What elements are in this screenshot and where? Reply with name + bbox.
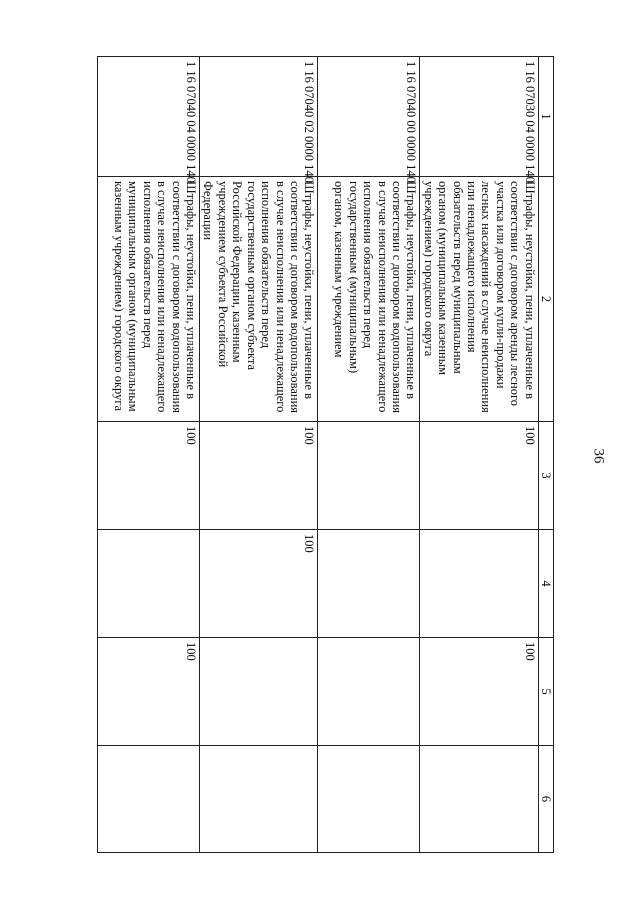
column-header-5: 5 [538, 638, 553, 746]
column-6-cell [98, 746, 200, 853]
description-cell: Штрафы, неустойки, пени, уплаченные в соответствии с договором водопользования в случае неисполнения или ненадлежащего исполнения обязательств перед муниципальным органом (муниципальным казенным учреждением) городского округа [98, 177, 200, 422]
column-4-cell [98, 530, 200, 638]
description-cell: Штрафы, неустойки, пени, уплаченные в соответствии с договором водопользования в случае неисполнения или ненадлежащего исполнения обязательств перед государственным (муниципальным) органом, казенным учреждением [318, 177, 420, 422]
column-header-6: 6 [538, 746, 553, 853]
description-cell: Штрафы, неустойки, пени, уплаченные в соответствии с договором водопользования в случае неисполнения или ненадлежащего исполнения обязательств перед государственным органом субъекта Российской Федерации, казенным учреждением субъекта Российской Федерации [200, 177, 318, 422]
column-3-cell: 100 [98, 422, 200, 530]
column-3-cell: 100 [420, 422, 538, 530]
column-6-cell [200, 746, 318, 853]
column-5-cell [318, 638, 420, 746]
column-4-cell [420, 530, 538, 638]
column-6-cell [420, 746, 538, 853]
header-row [538, 57, 553, 853]
table-container [112, 56, 554, 852]
table-row [98, 57, 200, 853]
budget-code-cell: 1 16 07040 02 0000 140 [200, 57, 318, 177]
table-row [318, 57, 420, 853]
budget-table [97, 56, 554, 853]
budget-code-cell: 1 16 07040 00 0000 140 [318, 57, 420, 177]
column-4-cell [318, 530, 420, 638]
description-cell: Штрафы, неустойки, пени, уплаченные в соответствии с договором аренды лесного участка или договором купли-продажи лесных насаждений в случае неисполнения или ненадлежащего исполнения обязательств перед муниципальным органом (муниципальным казенным учреждением) городского округа [420, 177, 538, 422]
table-row [420, 57, 538, 853]
column-4-cell: 100 [200, 530, 318, 638]
column-3-cell: 100 [200, 422, 318, 530]
budget-code-cell: 1 16 07040 04 0000 140 [98, 57, 200, 177]
column-header-1: 1 [538, 57, 553, 177]
budget-code-cell: 1 16 07030 04 0000 140 [420, 57, 538, 177]
column-header-4: 4 [538, 530, 553, 638]
page-number: 36 [590, 448, 607, 464]
column-header-2: 2 [538, 177, 553, 422]
table-row [200, 57, 318, 853]
column-5-cell: 100 [98, 638, 200, 746]
column-5-cell: 100 [420, 638, 538, 746]
column-3-cell [318, 422, 420, 530]
column-5-cell [200, 638, 318, 746]
column-6-cell [318, 746, 420, 853]
column-header-3: 3 [538, 422, 553, 530]
